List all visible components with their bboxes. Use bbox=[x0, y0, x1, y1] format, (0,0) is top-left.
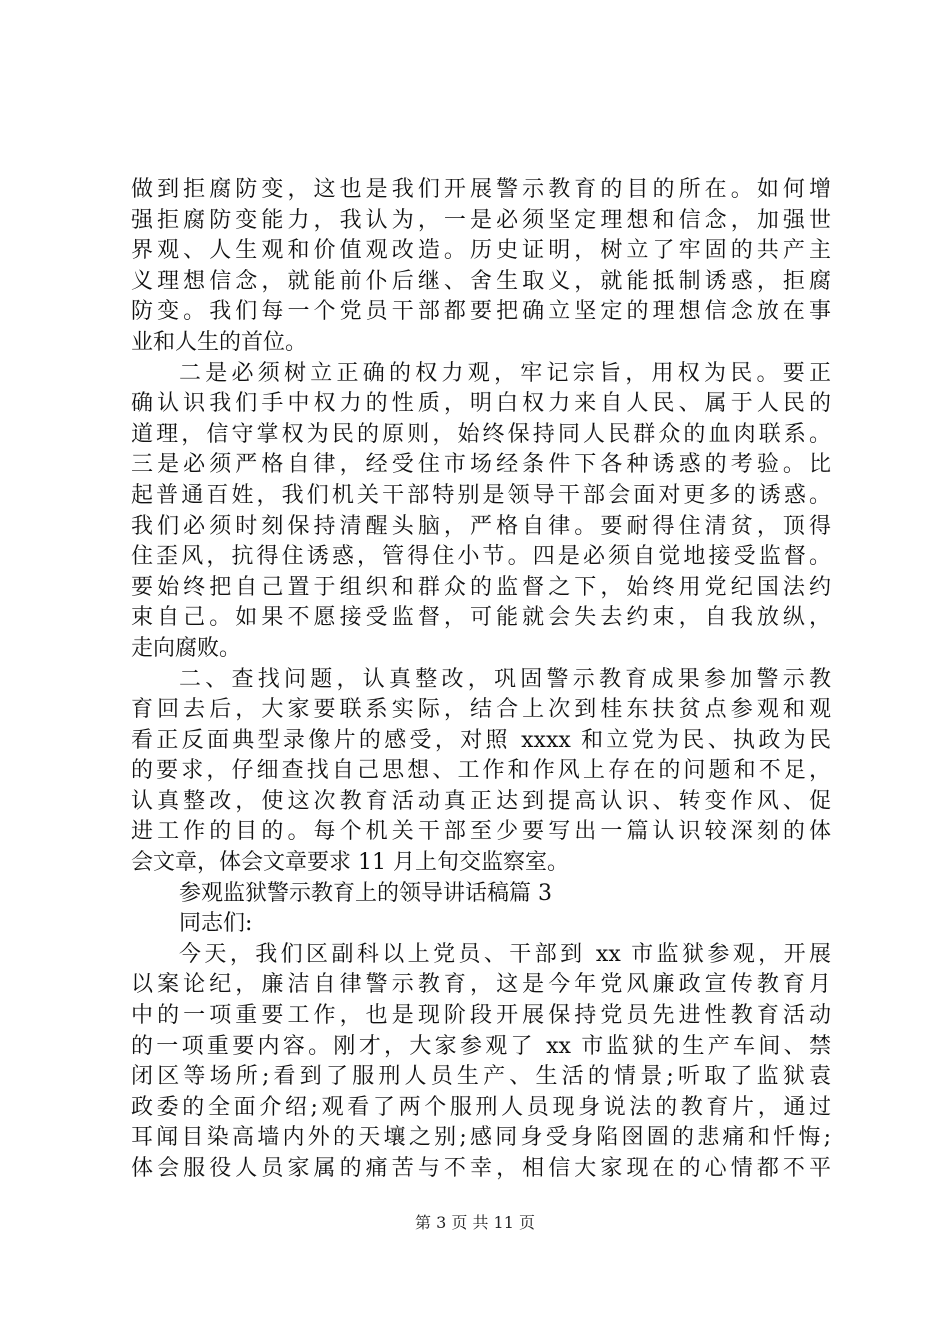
text-line: 今天，我们区副科以上党员、干部到 xx 市监狱参观，开展 bbox=[179, 941, 831, 967]
text-line: 耳闻目染高墙内外的天壤之别;感同身受身陷囹圄的悲痛和忏悔; bbox=[131, 1125, 831, 1151]
text-line: 业和人生的首位。 bbox=[131, 329, 308, 355]
text-line: 界观、人生观和价值观改造。历史证明，树立了牢固的共产主 bbox=[131, 238, 831, 264]
text-line: 认真整改，使这次教育活动真正达到提高认识、转变作风、促 bbox=[131, 788, 831, 814]
text-line: 要始终把自己置于组织和群众的监督之下，始终用党纪国法约 bbox=[131, 574, 831, 600]
text-line: 做到拒腐防变，这也是我们开展警示教育的目的所在。如何增 bbox=[131, 177, 831, 202]
text-line: 体会服役人员家属的痛苦与不幸，相信大家现在的心情都不平 bbox=[131, 1156, 831, 1181]
text-line: 防变。我们每一个党员干部都要把确立坚定的理想信念放在事 bbox=[131, 299, 831, 325]
text-line: 参观监狱警示教育上的领导讲话稿篇 3 bbox=[179, 880, 552, 906]
text-line: 的要求，仔细查找自己思想、工作和作风上存在的问题和不足， bbox=[131, 758, 831, 784]
text-line: 政委的全面介绍;观看了两个服刑人员现身说法的教育片，通过 bbox=[131, 1094, 831, 1120]
text-line: 闭区等场所;看到了服刑人员生产、生活的情景;听取了监狱袁 bbox=[131, 1064, 831, 1090]
text-line: 走向腐败。 bbox=[131, 635, 242, 661]
text-line: 我们必须时刻保持清醒头脑，严格自律。要耐得住清贫，顶得 bbox=[131, 513, 831, 539]
text-line: 进工作的目的。每个机关干部至少要写出一篇认识较深刻的体 bbox=[131, 819, 831, 845]
text-line: 育回去后，大家要联系实际，结合上次到桂东扶贫点参观和观 bbox=[131, 697, 831, 723]
text-line: 确认识我们手中权力的性质，明白权力来自人民、属于人民的 bbox=[131, 391, 831, 417]
text-line: 强拒腐防变能力，我认为，一是必须坚定理想和信念，加强世 bbox=[131, 207, 831, 233]
text-line: 道理，信守掌权为民的原则，始终保持同人民群众的血肉联系。 bbox=[131, 421, 831, 447]
text-line: 二、查找问题，认真整改，巩固警示教育成果参加警示教 bbox=[179, 666, 831, 692]
text-line: 三是必须严格自律，经受住市场经条件下各种诱惑的考验。比 bbox=[131, 452, 831, 478]
text-line: 束自己。如果不愿接受监督，可能就会失去约束，自我放纵， bbox=[131, 605, 831, 631]
document-body bbox=[131, 175, 831, 1185]
text-line: 二是必须树立正确的权力观，牢记宗旨，用权为民。要正 bbox=[179, 360, 831, 386]
page-footer: 第 3 页 共 11 页 bbox=[415, 1213, 535, 1232]
text-line: 以案论纪，廉洁自律警示教育，这是今年党风廉政宣传教育月 bbox=[131, 972, 831, 998]
text-line: 会文章，体会文章要求 11 月上旬交监察室。 bbox=[131, 850, 569, 876]
text-line: 起普通百姓，我们机关干部特别是领导干部会面对更多的诱惑。 bbox=[131, 482, 831, 508]
text-line: 义理想信念，就能前仆后继、舍生取义，就能抵制诱惑，拒腐 bbox=[131, 268, 831, 294]
text-line: 看正反面典型录像片的感受，对照 xxxx 和立党为民、执政为民 bbox=[131, 727, 831, 753]
text-line: 的一项重要内容。刚才，大家参观了 xx 市监狱的生产车间、禁 bbox=[131, 1033, 831, 1059]
text-line: 同志们: bbox=[179, 911, 253, 937]
text-line: 住歪风，抗得住诱惑，管得住小节。四是必须自觉地接受监督。 bbox=[131, 544, 831, 570]
text-line: 中的一项重要工作，也是现阶段开展保持党员先进性教育活动 bbox=[131, 1003, 831, 1029]
